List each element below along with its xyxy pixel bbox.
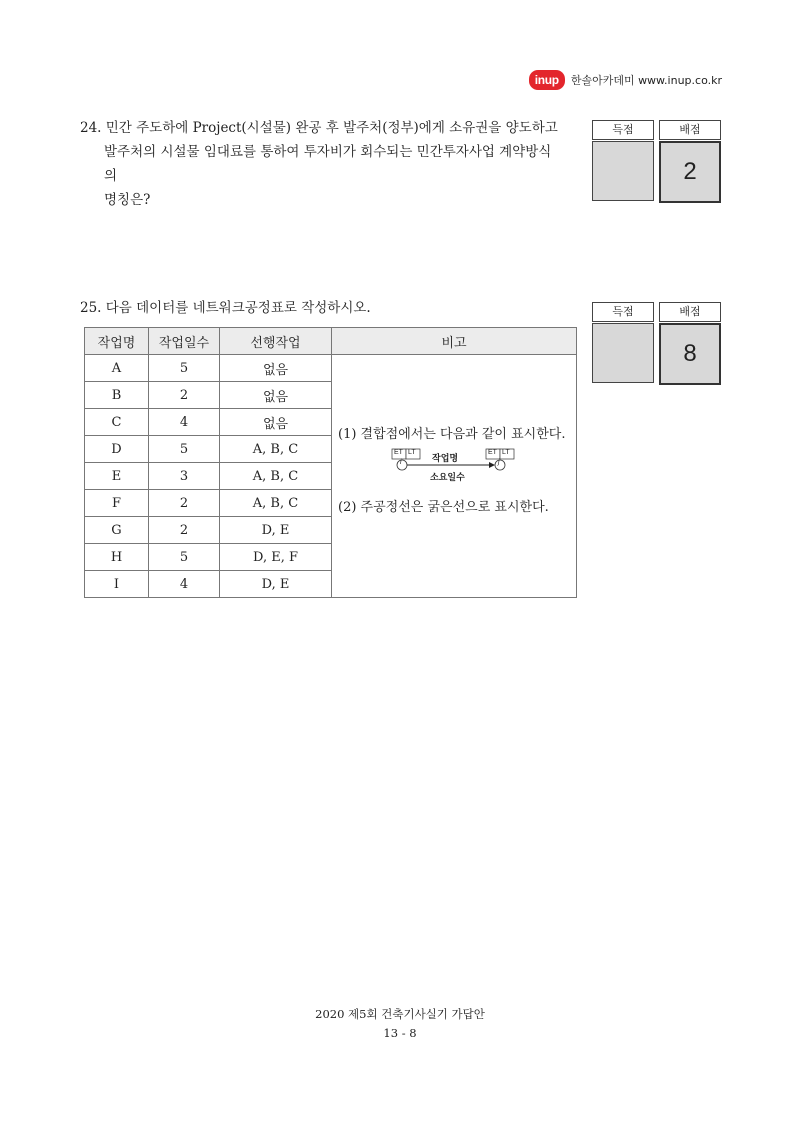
cell-activity: E	[85, 463, 149, 490]
points-value: 8	[659, 323, 721, 385]
et-label-i: ET	[394, 449, 403, 456]
question-24-line-1: 24. 민간 주도하에 Project(시설물) 완공 후 발주처(정부)에게 소유권을 양도하고	[80, 120, 558, 136]
points-label: 배점	[659, 120, 721, 140]
cell-duration: 5	[149, 544, 220, 571]
cell-duration: 3	[149, 463, 220, 490]
lt-label-j: LT	[502, 449, 510, 456]
cell-activity: G	[85, 517, 149, 544]
cell-duration: 4	[149, 571, 220, 598]
cell-activity: A	[85, 355, 149, 382]
cell-predecessor: 없음	[220, 355, 332, 382]
cell-activity: H	[85, 544, 149, 571]
cell-predecessor: 없음	[220, 409, 332, 436]
node-j-label: j	[498, 459, 500, 466]
node-notation-diagram	[390, 448, 520, 482]
cell-activity: C	[85, 409, 149, 436]
node-i-circle	[397, 460, 407, 470]
question-25: 25. 다음 데이터를 네트워크공정표로 작성하시오.	[80, 300, 371, 316]
table-row	[85, 355, 577, 382]
points-value: 2	[659, 141, 721, 203]
cell-activity: F	[85, 490, 149, 517]
remark-note-2: (2) 주공정선은 굵은선으로 표시한다.	[338, 500, 549, 515]
cell-duration: 2	[149, 490, 220, 517]
activity-table	[84, 327, 577, 598]
activity-name-label: 작업명	[432, 453, 459, 463]
question-24-line-2: 발주처의 시설물 임대료를 통하여 투자비가 회수되는 민간투자사업 계약방식의	[104, 144, 552, 184]
col-remarks: 비고	[332, 328, 577, 355]
earned-score-25	[592, 302, 654, 385]
cell-predecessor: A, B, C	[220, 463, 332, 490]
table-header-row	[85, 328, 577, 355]
cell-predecessor: A, B, C	[220, 436, 332, 463]
remarks-cell	[332, 355, 577, 598]
points-24	[659, 120, 721, 203]
et-label-j: ET	[488, 449, 497, 456]
cell-predecessor: 없음	[220, 382, 332, 409]
col-duration: 작업일수	[149, 328, 220, 355]
earned-score-field[interactable]	[592, 141, 654, 201]
score-box-24	[592, 120, 721, 203]
points-label: 배점	[659, 302, 721, 322]
node-j-circle	[495, 460, 505, 470]
brand-text: 한솔아카데미 www.inup.co.kr	[570, 74, 722, 87]
lt-label-i: LT	[408, 449, 416, 456]
footer-title: 2020 제5회 건축기사실기 가답안	[315, 1007, 485, 1021]
remark-note-1: (1) 결합점에서는 다음과 같이 표시한다.	[338, 427, 566, 442]
earned-score-label: 득점	[592, 120, 654, 140]
arrowhead	[489, 462, 495, 468]
cell-duration: 5	[149, 436, 220, 463]
question-24	[80, 116, 560, 212]
duration-label: 소요일수	[430, 472, 465, 482]
cell-duration: 4	[149, 409, 220, 436]
inup-logo: inup	[529, 70, 565, 90]
cell-activity: D	[85, 436, 149, 463]
cell-duration: 2	[149, 517, 220, 544]
cell-duration: 5	[149, 355, 220, 382]
cell-predecessor: D, E, F	[220, 544, 332, 571]
score-box-25	[592, 302, 721, 385]
cell-activity: I	[85, 571, 149, 598]
earned-score-24	[592, 120, 654, 203]
header-brand	[529, 70, 722, 90]
question-24-line-3: 명칭은?	[104, 192, 151, 208]
cell-predecessor: D, E	[220, 517, 332, 544]
node-i-label: i	[400, 459, 402, 466]
cell-duration: 2	[149, 382, 220, 409]
cell-predecessor: A, B, C	[220, 490, 332, 517]
page-number: 13 - 8	[383, 1026, 417, 1040]
col-predecessor: 선행작업	[220, 328, 332, 355]
earned-score-label: 득점	[592, 302, 654, 322]
earned-score-field[interactable]	[592, 323, 654, 383]
points-25	[659, 302, 721, 385]
cell-predecessor: D, E	[220, 571, 332, 598]
col-activity: 작업명	[85, 328, 149, 355]
cell-activity: B	[85, 382, 149, 409]
